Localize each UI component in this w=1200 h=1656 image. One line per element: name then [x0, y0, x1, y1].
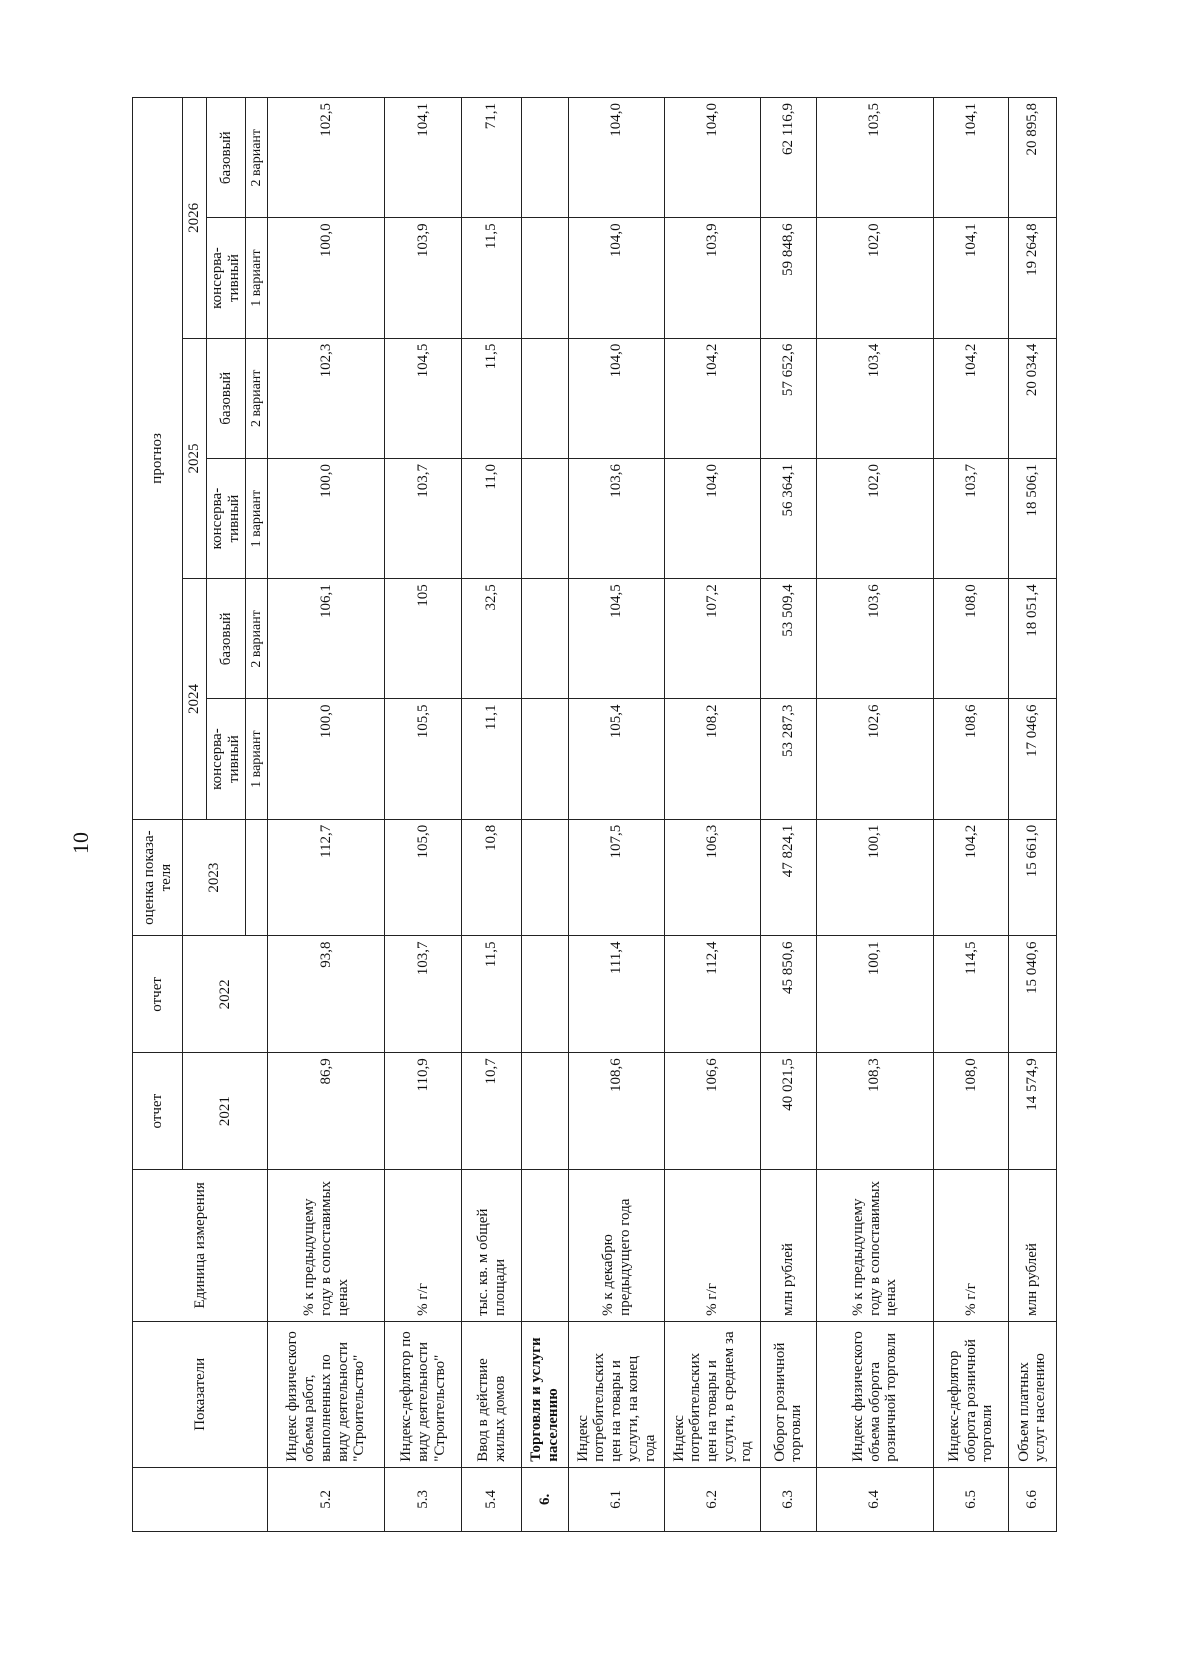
header-year-2025: 2025: [183, 338, 207, 579]
header-variant1-2024: 1 вариант: [246, 699, 268, 819]
header-basic-2026: базовый: [207, 98, 246, 218]
header-year-2023: 2023: [183, 819, 246, 936]
row-index: 5.4: [462, 1467, 522, 1531]
cell-2025-v1: 103,7: [934, 458, 1009, 578]
table-row: [665, 98, 761, 1532]
header-basic-2024: базовый: [207, 579, 246, 699]
cell-2022: 15 040,6: [1008, 936, 1056, 1053]
page-number: 10: [68, 832, 93, 854]
header-variant1-2026: 1 вариант: [246, 218, 268, 338]
forecast-table: [132, 97, 1057, 1532]
rotated-table-wrapper: [132, 97, 1057, 1532]
table-row: [462, 98, 522, 1532]
table-row: [268, 98, 385, 1532]
header-forecast: прогноз: [133, 98, 183, 820]
cell-2023: 10,8: [462, 819, 522, 936]
header-basic-2025: базовый: [207, 338, 246, 458]
table-row: [816, 98, 933, 1532]
section-row: [522, 98, 569, 1532]
table-row: [385, 98, 462, 1532]
cell-2026-v1: 11,5: [462, 218, 522, 338]
cell-2025-v2: 104,5: [385, 338, 462, 458]
cell-2024-v1: 105,4: [569, 699, 665, 819]
cell-2023: 15 661,0: [1008, 819, 1056, 936]
cell-2023: 47 824,1: [761, 819, 817, 936]
row-unit: % к предыдущему году в сопоставимых ценах: [268, 1170, 385, 1322]
section-index: 6.: [522, 1467, 569, 1531]
cell-2021: 86,9: [268, 1053, 385, 1170]
header-unit: Единица измерения: [133, 1170, 268, 1322]
row-index: 5.3: [385, 1467, 462, 1531]
cell-2024-v2: 18 051,4: [1008, 579, 1056, 699]
row-unit: % г/г: [665, 1170, 761, 1322]
cell-2021: 108,3: [816, 1053, 933, 1170]
table-body: [268, 98, 1057, 1532]
cell-2026-v1: 19 264,8: [1008, 218, 1056, 338]
header-index-cell: [133, 1467, 268, 1531]
header-year-2022: 2022: [183, 936, 268, 1053]
table-row: [1008, 98, 1056, 1532]
cell-2026-v2: 20 895,8: [1008, 98, 1056, 218]
cell-2025-v2: 103,4: [816, 338, 933, 458]
section-empty-cell: [522, 936, 569, 1053]
section-empty-cell: [522, 1053, 569, 1170]
cell-2023: 100,1: [816, 819, 933, 936]
cell-2023: 105,0: [385, 819, 462, 936]
section-empty-cell: [522, 218, 569, 338]
cell-2024-v2: 108,0: [934, 579, 1009, 699]
cell-2026-v1: 104,1: [934, 218, 1009, 338]
section-empty-cell: [522, 699, 569, 819]
cell-2024-v1: 17 046,6: [1008, 699, 1056, 819]
cell-2025-v2: 102,3: [268, 338, 385, 458]
cell-2024-v1: 53 287,3: [761, 699, 817, 819]
cell-2022: 45 850,6: [761, 936, 817, 1053]
row-index: 6.1: [569, 1467, 665, 1531]
cell-2025-v2: 104,2: [934, 338, 1009, 458]
header-2023-blank: [246, 819, 268, 936]
cell-2023: 106,3: [665, 819, 761, 936]
cell-2025-v1: 11,0: [462, 458, 522, 578]
table-row: [569, 98, 665, 1532]
cell-2026-v2: 103,5: [816, 98, 933, 218]
section-empty-cell: [522, 338, 569, 458]
header-variant2-2024: 2 вариант: [246, 579, 268, 699]
cell-2026-v2: 102,5: [268, 98, 385, 218]
cell-2022: 114,5: [934, 936, 1009, 1053]
cell-2024-v1: 100,0: [268, 699, 385, 819]
cell-2023: 112,7: [268, 819, 385, 936]
header-variant1-2025: 1 вариант: [246, 458, 268, 578]
section-title: Торговля и услуги населению: [522, 1321, 569, 1467]
cell-2025-v2: 104,0: [569, 338, 665, 458]
cell-2022: 112,4: [665, 936, 761, 1053]
cell-2024-v2: 107,2: [665, 579, 761, 699]
row-indicator: Индекс физического объема работ, выполненных по виду деятельности "Строительство": [268, 1321, 385, 1467]
cell-2025-v1: 100,0: [268, 458, 385, 578]
cell-2026-v1: 102,0: [816, 218, 933, 338]
header-report-2021: отчет: [133, 1053, 183, 1170]
cell-2024-v1: 105,5: [385, 699, 462, 819]
header-year-2024: 2024: [183, 579, 207, 820]
section-empty-cell: [522, 819, 569, 936]
cell-2026-v1: 104,0: [569, 218, 665, 338]
cell-2026-v2: 104,0: [665, 98, 761, 218]
row-unit: млн рублей: [1008, 1170, 1056, 1322]
cell-2022: 93,8: [268, 936, 385, 1053]
row-index: 6.2: [665, 1467, 761, 1531]
cell-2021: 40 021,5: [761, 1053, 817, 1170]
header-conservative-2024: консерва-тивный: [207, 699, 246, 819]
cell-2021: 110,9: [385, 1053, 462, 1170]
cell-2021: 108,6: [569, 1053, 665, 1170]
cell-2024-v1: 11,1: [462, 699, 522, 819]
row-unit: % г/г: [934, 1170, 1009, 1322]
cell-2022: 11,5: [462, 936, 522, 1053]
row-indicator: Индекс потребительских цен на товары и услуги, в среднем за год: [665, 1321, 761, 1467]
row-unit: тыс. кв. м общей площади: [462, 1170, 522, 1322]
row-unit: млн рублей: [761, 1170, 817, 1322]
row-indicator: Индекс-дефлятор оборота розничной торговли: [934, 1321, 1009, 1467]
cell-2025-v2: 57 652,6: [761, 338, 817, 458]
cell-2025-v2: 11,5: [462, 338, 522, 458]
cell-2023: 107,5: [569, 819, 665, 936]
cell-2026-v2: 71,1: [462, 98, 522, 218]
cell-2021: 106,6: [665, 1053, 761, 1170]
header-variant2-2025: 2 вариант: [246, 338, 268, 458]
section-empty-cell: [522, 98, 569, 218]
cell-2026-v1: 103,9: [385, 218, 462, 338]
row-unit: % к предыдущему году в сопоставимых ценах: [816, 1170, 933, 1322]
cell-2024-v2: 104,5: [569, 579, 665, 699]
table-row: [934, 98, 1009, 1532]
table-header: [133, 98, 268, 1532]
section-empty-cell: [522, 458, 569, 578]
cell-2024-v2: 105: [385, 579, 462, 699]
section-empty-cell: [522, 1170, 569, 1322]
header-indicators: Показатели: [133, 1321, 268, 1467]
header-conservative-2025: консерва-тивный: [207, 458, 246, 578]
cell-2025-v1: 103,6: [569, 458, 665, 578]
cell-2024-v2: 32,5: [462, 579, 522, 699]
cell-2024-v2: 103,6: [816, 579, 933, 699]
section-empty-cell: [522, 579, 569, 699]
header-estimate: оценка показа-теля: [133, 819, 183, 936]
row-indicator: Объем платных услуг населению: [1008, 1321, 1056, 1467]
header-conservative-2026: консерва-тивный: [207, 218, 246, 338]
cell-2021: 10,7: [462, 1053, 522, 1170]
cell-2023: 104,2: [934, 819, 1009, 936]
cell-2024-v2: 106,1: [268, 579, 385, 699]
cell-2024-v1: 108,2: [665, 699, 761, 819]
cell-2026-v2: 62 116,9: [761, 98, 817, 218]
header-year-2021: 2021: [183, 1053, 268, 1170]
cell-2025-v1: 103,7: [385, 458, 462, 578]
cell-2022: 111,4: [569, 936, 665, 1053]
row-index: 6.5: [934, 1467, 1009, 1531]
header-report-2022: отчет: [133, 936, 183, 1053]
cell-2022: 103,7: [385, 936, 462, 1053]
cell-2024-v1: 108,6: [934, 699, 1009, 819]
cell-2026-v1: 103,9: [665, 218, 761, 338]
cell-2025-v1: 104,0: [665, 458, 761, 578]
row-indicator: Оборот розничной торговли: [761, 1321, 817, 1467]
cell-2025-v1: 56 364,1: [761, 458, 817, 578]
cell-2026-v2: 104,1: [385, 98, 462, 218]
row-unit: % к декабрю предыдущего года: [569, 1170, 665, 1322]
row-indicator: Индекс физического объема оборота розничной торговли: [816, 1321, 933, 1467]
cell-2025-v2: 104,2: [665, 338, 761, 458]
cell-2026-v1: 100,0: [268, 218, 385, 338]
header-year-2026: 2026: [183, 98, 207, 339]
cell-2025-v1: 102,0: [816, 458, 933, 578]
header-variant2-2026: 2 вариант: [246, 98, 268, 218]
row-indicator: Индекс-дефлятор по виду деятельности "Строительство": [385, 1321, 462, 1467]
table-row: [761, 98, 817, 1532]
row-unit: % г/г: [385, 1170, 462, 1322]
cell-2022: 100,1: [816, 936, 933, 1053]
cell-2026-v2: 104,0: [569, 98, 665, 218]
row-index: 6.3: [761, 1467, 817, 1531]
row-indicator: Индекс потребительских цен на товары и услуги, на конец года: [569, 1321, 665, 1467]
row-indicator: Ввод в действие жилых домов: [462, 1321, 522, 1467]
cell-2024-v2: 53 509,4: [761, 579, 817, 699]
cell-2025-v1: 18 506,1: [1008, 458, 1056, 578]
cell-2026-v1: 59 848,6: [761, 218, 817, 338]
cell-2025-v2: 20 034,4: [1008, 338, 1056, 458]
cell-2021: 108,0: [934, 1053, 1009, 1170]
cell-2021: 14 574,9: [1008, 1053, 1056, 1170]
row-index: 6.4: [816, 1467, 933, 1531]
row-index: 5.2: [268, 1467, 385, 1531]
row-index: 6.6: [1008, 1467, 1056, 1531]
cell-2026-v2: 104,1: [934, 98, 1009, 218]
cell-2024-v1: 102,6: [816, 699, 933, 819]
